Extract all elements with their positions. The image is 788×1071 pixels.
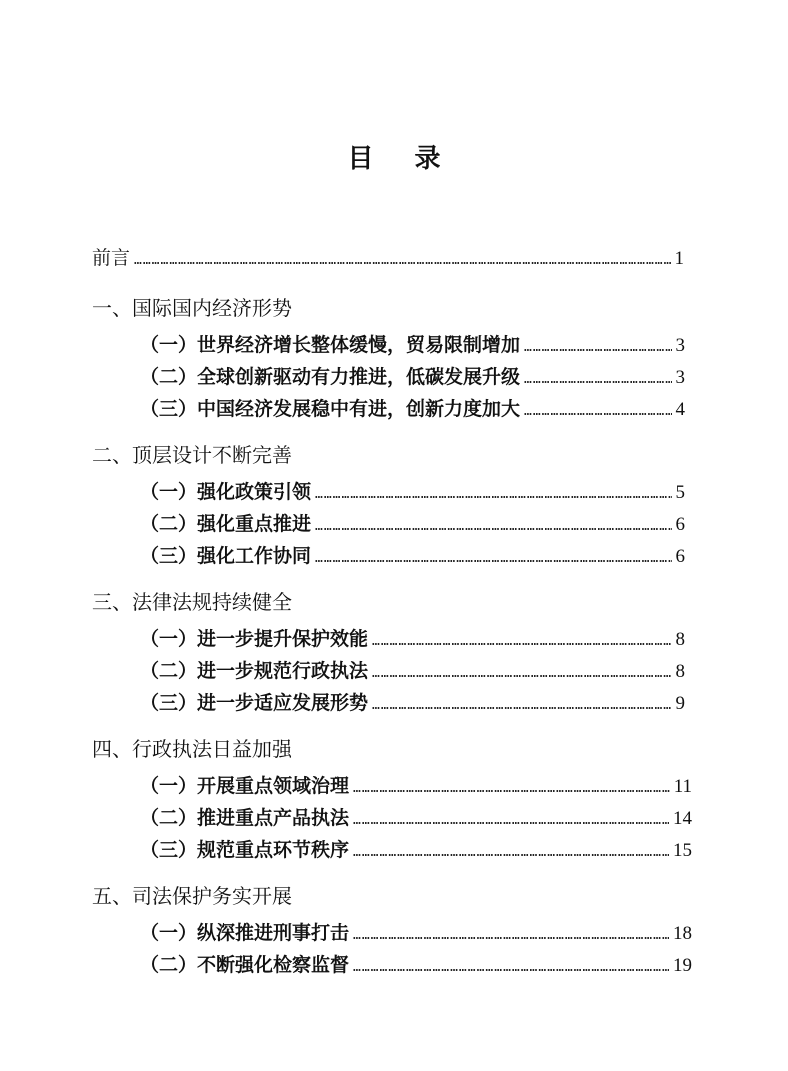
toc-page-number: 15: [673, 840, 692, 861]
toc-entry-label: 前言: [92, 247, 131, 269]
dot-leader: [315, 515, 671, 539]
toc-entry-label: （二）强化重点推进: [140, 513, 312, 535]
toc-entry[interactable]: [140, 838, 692, 865]
toc-entry[interactable]: [140, 921, 692, 948]
toc-entry-label: （二）进一步规范行政执法: [140, 660, 369, 682]
toc-entry[interactable]: [140, 806, 692, 833]
toc-entry-label: （一）纵深推进刑事打击: [140, 922, 350, 944]
toc-entry-preface[interactable]: [92, 246, 684, 273]
dot-leader: [315, 483, 671, 507]
dot-leader: [524, 368, 671, 392]
dot-leader: [353, 777, 670, 801]
toc-entry-label: （三）进一步适应发展形势: [140, 692, 369, 714]
toc-entry-label: （二）不断强化检察监督: [140, 954, 350, 976]
toc-entry-label: （三）规范重点环节秩序: [140, 839, 350, 861]
toc-page-number: 11: [673, 776, 692, 797]
toc-page-number: 8: [675, 661, 685, 682]
toc-entry[interactable]: [140, 691, 685, 718]
dot-leader: [372, 694, 671, 718]
toc-page-number: 3: [675, 335, 685, 356]
toc-entry-label: （一）进一步提升保护效能: [140, 628, 369, 650]
toc-entry-label: （一）强化政策引领: [140, 481, 312, 503]
toc-section-heading[interactable]: 三、法律法规持续健全: [92, 590, 292, 614]
toc-entry-label: （一）开展重点领域治理: [140, 775, 350, 797]
dot-leader: [353, 924, 669, 948]
toc-page-number: 3: [675, 367, 685, 388]
toc-entry[interactable]: [140, 953, 692, 980]
toc-entry-label: （二）全球创新驱动有力推进，低碳发展升级: [140, 366, 521, 388]
dot-leader: [353, 956, 669, 980]
toc-section-heading[interactable]: 四、行政执法日益加强: [92, 737, 292, 761]
dot-leader: [353, 809, 669, 833]
toc-page-number: 6: [675, 514, 685, 535]
dot-leader: [372, 630, 671, 654]
toc-entry-label: （三）中国经济发展稳中有进，创新力度加大: [140, 398, 521, 420]
toc-page-number: 14: [673, 808, 692, 829]
toc-entry-label: （二）推进重点产品执法: [140, 807, 350, 829]
dot-leader: [134, 249, 670, 273]
toc-entry[interactable]: [140, 659, 685, 686]
toc-entry[interactable]: [140, 365, 685, 392]
toc-section-heading[interactable]: 二、顶层设计不断完善: [92, 443, 292, 467]
toc-entry[interactable]: [140, 774, 692, 801]
toc-entry-label: （三）强化工作协同: [140, 545, 312, 567]
toc-entry[interactable]: [140, 480, 685, 507]
dot-leader: [524, 400, 671, 424]
toc-page-number: 18: [673, 923, 692, 944]
toc-page-number: 1: [674, 248, 684, 269]
dot-leader: [524, 336, 671, 360]
page-title: 目 录: [347, 144, 457, 174]
toc-entry-label: （一）世界经济增长整体缓慢，贸易限制增加: [140, 334, 521, 356]
dot-leader: [315, 547, 671, 571]
toc-entry[interactable]: [140, 627, 685, 654]
toc-page-number: 5: [675, 482, 685, 503]
toc-entry[interactable]: [140, 397, 685, 424]
toc-page-number: 9: [675, 693, 685, 714]
dot-leader: [353, 841, 669, 865]
dot-leader: [372, 662, 671, 686]
toc-page-number: 4: [675, 399, 685, 420]
toc-section-heading[interactable]: 一、国际国内经济形势: [92, 296, 292, 320]
toc-page-number: 8: [675, 629, 685, 650]
toc-page-number: 6: [675, 546, 685, 567]
toc-entry[interactable]: [140, 544, 685, 571]
toc-page-number: 19: [673, 955, 692, 976]
toc-section-heading[interactable]: 五、司法保护务实开展: [92, 884, 292, 908]
toc-entry[interactable]: [140, 333, 685, 360]
toc-entry[interactable]: [140, 512, 685, 539]
